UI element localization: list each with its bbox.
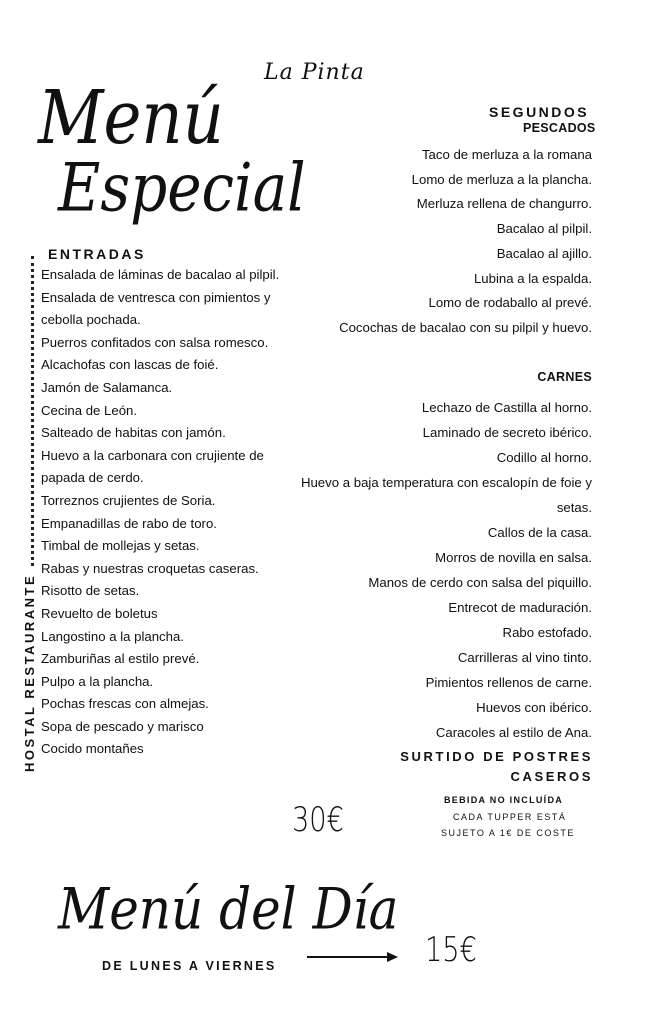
dotted-divider <box>31 256 34 566</box>
menu-item: Merluza rellena de changurro. <box>416 196 592 212</box>
price-menu-dia: 15€ <box>425 930 477 970</box>
menu-item: Pulpo a la plancha. <box>41 673 154 689</box>
menu-item: Puerros confitados con salsa romesco. <box>41 334 269 350</box>
menu-item: Callos de la casa. <box>487 525 592 540</box>
menu-item: Caracoles al estilo de Ana. <box>435 725 592 740</box>
menu-item: Empanadillas de rabo de toro. <box>41 515 217 531</box>
menu-item: setas. <box>556 500 592 515</box>
menu-item: Huevo a baja temperatura con escalopín de foie y <box>300 475 592 490</box>
menu-item: Jamón de Salamanca. <box>41 379 173 395</box>
menu-item: Torreznos crujientes de Soria. <box>41 492 216 508</box>
pescados-heading: PESCADOS <box>523 121 596 135</box>
menu-item: Laminado de secreto ibérico. <box>422 425 592 440</box>
segundos-heading: SEGUNDOS <box>489 104 590 120</box>
menu-item: Alcachofas con lascas de foié. <box>41 357 219 373</box>
menu-item: Rabo estofado. <box>502 625 592 640</box>
menu-item: Bacalao al ajillo. <box>496 245 592 261</box>
menu-item: Lubina a la espalda. <box>473 270 592 286</box>
menu-title-line2: Especial <box>58 148 306 227</box>
menu-item: Langostino a la plancha. <box>41 628 184 644</box>
entradas-list <box>41 264 291 761</box>
menu-item: Carrilleras al vino tinto. <box>457 650 592 665</box>
tupper-note-line2: SUJETO A 1€ DE COSTE <box>441 828 575 838</box>
menu-item: Lomo de rodaballo al prevé. <box>428 295 592 311</box>
bebida-note: BEBIDA NO INCLUÍDA <box>444 795 564 805</box>
menu-item: Manos de cerdo con salsa del piquillo. <box>368 575 592 590</box>
menu-title-line1: Menú <box>38 76 224 162</box>
price-menu-especial: 30€ <box>292 800 344 840</box>
menu-item: Cocido montañes <box>41 741 144 757</box>
postres-heading-line1: SURTIDO DE POSTRES <box>400 749 593 764</box>
menu-item: Pochas frescas con almejas. <box>41 696 209 712</box>
menu-item: Entrecot de maduración. <box>448 600 592 615</box>
menu-item: Lomo de merluza a la plancha. <box>411 171 592 187</box>
menu-item: Huevo a la carbonara con crujiente de <box>41 447 264 463</box>
menu-item: Sopa de pescado y marisco <box>41 718 204 734</box>
menu-item: Lechazo de Castilla al horno. <box>421 400 592 415</box>
menu-dia-days-label: DE LUNES A VIERNES <box>102 959 277 973</box>
menu-item: Risotto de setas. <box>41 583 140 599</box>
menu-item: cebolla pochada. <box>41 312 141 328</box>
menu-item: Salteado de habitas con jamón. <box>41 425 226 441</box>
tupper-note-line1: CADA TUPPER ESTÁ <box>453 812 567 822</box>
menu-item: Taco de merluza a la romana <box>421 147 592 162</box>
arrow-right-icon <box>307 947 399 967</box>
menu-item: Cecina de León. <box>41 402 138 418</box>
menu-item: Bacalao al pilpil. <box>496 221 592 237</box>
vertical-restaurant-label: HOSTAL RESTAURANTE <box>22 573 37 772</box>
menu-item: Revuelto de boletus <box>41 605 158 621</box>
carnes-list <box>301 395 592 745</box>
menu-item: Cocochas de bacalao con su pilpil y huevo. <box>339 319 592 335</box>
menu-item: Ensalada de láminas de bacalao al pilpil. <box>41 267 280 282</box>
brand-logo-text: La Pinta <box>264 60 365 85</box>
postres-heading-line2: CASEROS <box>510 769 593 784</box>
menu-item: Pimientos rellenos de carne. <box>425 675 592 690</box>
carnes-heading: CARNES <box>537 370 592 384</box>
menu-item: Morros de novilla en salsa. <box>435 550 592 565</box>
pescados-list <box>339 143 592 341</box>
menu-dia-title: Menú del Día <box>58 875 399 943</box>
menu-item: Codillo al horno. <box>496 450 592 465</box>
menu-item: Ensalada de ventresca con pimientos y <box>41 289 271 305</box>
menu-item: Timbal de mollejas y setas. <box>41 538 200 554</box>
menu-item: Rabas y nuestras croquetas caseras. <box>41 560 259 576</box>
menu-item: Huevos con ibérico. <box>476 700 592 715</box>
menu-item: Zamburiñas al estilo prevé. <box>41 651 200 667</box>
menu-item: papada de cerdo. <box>41 470 144 486</box>
entradas-heading: ENTRADAS <box>48 246 146 262</box>
